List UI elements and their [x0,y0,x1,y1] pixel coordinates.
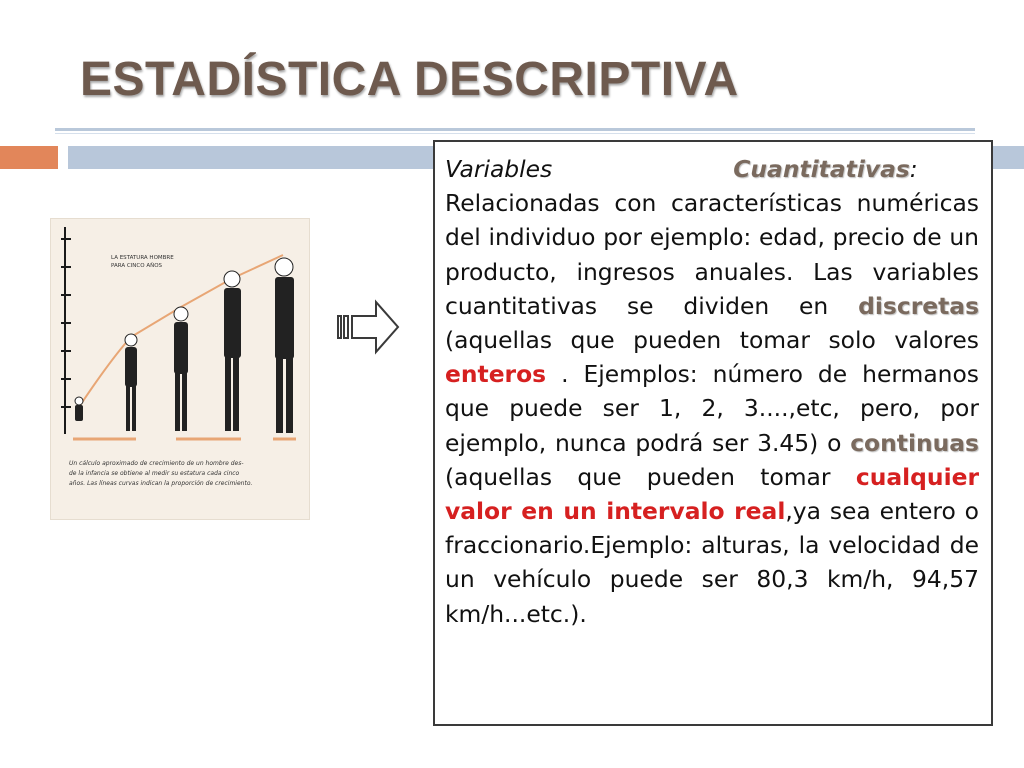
colon: : [909,155,918,183]
term-cualquier-valor: cualquier valor en un intervalo real [445,462,979,526]
figure-caption-line-2: PARA CINCO AÑOS [111,263,163,269]
figure-footnote-line-3: años. Las líneas curvas indican la proporción de crecimiento. [69,480,253,487]
slide-title: ESTADÍSTICA DESCRIPTIVA [80,53,739,106]
text-ejemplos: . Ejemplos: número de hermanos que puede ser 1, 2, 3....,etc, pero, por ejemplo, nunca podrá ser 3.45) o [445,360,979,457]
text-relacionadas: Relacionadas con características numéricas del individuo por ejemplo: edad, precio de un producto, ingresos anuales. Las variables cuantitativas se dividen en [445,189,979,320]
height-ruler [61,227,71,434]
definition-paragraph [445,152,979,631]
term-continuas: continuas [850,428,979,457]
title-underline [55,128,975,131]
figure-footnote-line-1: Un cálculo aproximado de crecimiento de un hombre des- [69,460,244,467]
orange-accent-bar [0,146,58,169]
person-teen [224,271,241,431]
term-enteros: enteros [445,360,547,389]
person-baby [75,397,83,421]
title-underline-secondary [55,133,975,134]
figure-footnote-line-2: de la infancia se obtiene al medir su estatura cada cinco [69,470,240,477]
text-final: ,ya sea entero o fraccionario.Ejemplo: alturas, la velocidad de un vehículo puede ser 80,3 km/h, 94,57 km/h...etc.). [445,497,979,628]
term-variables: Variables [445,155,553,183]
figure-caption-line-1: LA ESTATURA HOMBRE [111,255,174,261]
term-discretas: discretas [858,291,979,320]
person-adult [275,258,294,433]
person-youth [174,307,188,431]
term-cuantitativas: Cuantitativas [733,155,910,183]
text-aquellas-2: (aquellas que pueden tomar [445,462,856,491]
person-figures [75,258,294,433]
text-aquellas-1: (aquellas que pueden tomar solo valores [445,326,979,355]
person-child [125,334,137,431]
growth-figure-svg [51,219,309,519]
growth-illustration [50,218,310,520]
right-arrow-icon [334,296,402,362]
definition-textbox [433,140,993,726]
